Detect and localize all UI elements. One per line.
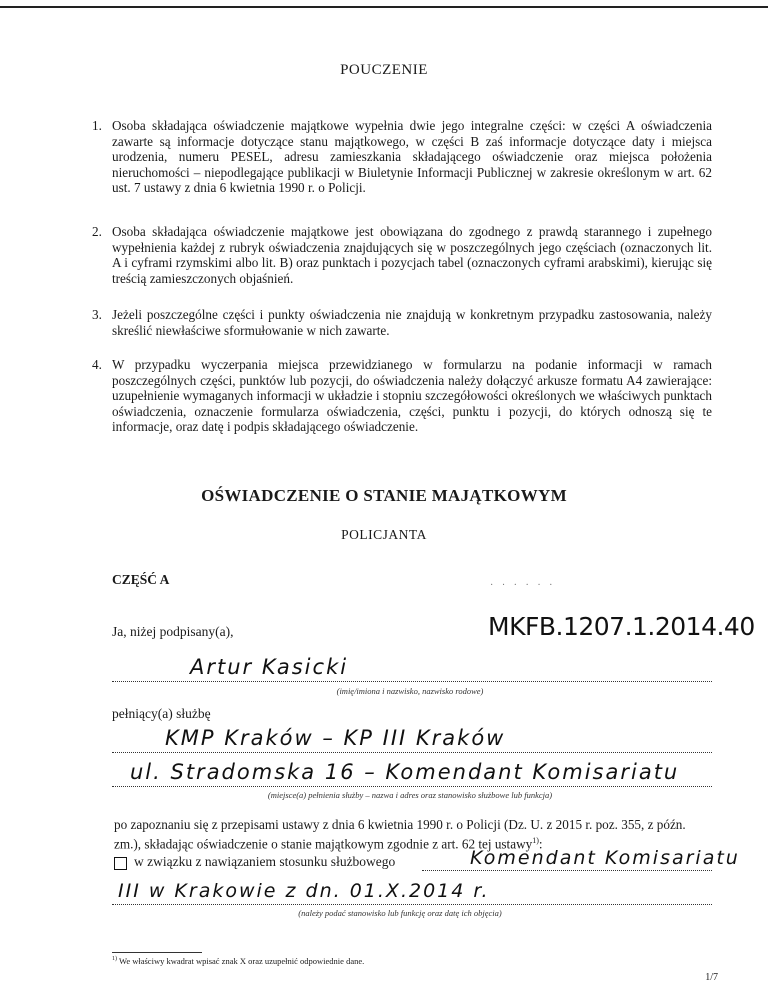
- service-line-2: [112, 786, 712, 787]
- instruction-item-1: [92, 118, 712, 196]
- instruction-number: 2.: [92, 224, 102, 239]
- name-line: [112, 681, 712, 682]
- instruction-number: 1.: [92, 118, 102, 133]
- service-place-line2[interactable]: ul. Stradomska 16 – Komendant Komisariatu: [130, 760, 680, 784]
- faint-marks: · · · · · ·: [490, 580, 556, 591]
- declarant-label: Ja, niżej podpisany(a),: [112, 624, 234, 639]
- instruction-item-4: [92, 357, 712, 435]
- part-a-label: CZĘŚĆ A: [112, 572, 170, 587]
- checkbox-caption: (należy podać stanowisko lub funkcję oraz datę ich objęcia): [298, 908, 502, 918]
- page-number: 1/7: [705, 972, 718, 983]
- checkbox-value-1[interactable]: Komendant Komisariatu: [470, 847, 740, 869]
- instruction-item-2: [92, 224, 712, 286]
- service-caption: (miejsce(a) pełnienia służby – nazwa i adres oraz stanowisko służbowe lub funkcja): [267, 790, 553, 800]
- top-border-line: [0, 6, 768, 8]
- checkbox-line-2: [112, 904, 712, 905]
- instruction-text: Jeżeli poszczególne części i punkty oświadczenia nie znajdują w konkretnym przypadku zastosowania, należy skreślić niewłaściwe sformułowanie w nich zawarte.: [112, 307, 712, 338]
- instruction-number: 3.: [92, 307, 102, 322]
- service-relation-checkbox[interactable]: [114, 857, 127, 870]
- service-place-line1[interactable]: KMP Kraków – KP III Kraków: [165, 726, 506, 750]
- instruction-text: Osoba składająca oświadczenie majątkowe wypełnia dwie jego integralne części: w części A oświadczenia zawarte są informacje dotyczące stanu majątkowego, w części B zaś informacje dotyczące daty i miejsca urodzenia, numeru PESEL, adresu zamieszkania składającego oświadczenie oraz miejsca położenia nieruchomości – niepodlegające publikacji w Biuletynie Informacji Publicznej w zakresie określonym w art. 62 ust. 7 ustawy z dnia 6 kwietnia 1990 r. o Policji.: [112, 118, 712, 196]
- checkbox-value-2[interactable]: III w Krakowie z dn. 01.X.2014 r.: [118, 880, 490, 902]
- statement-text: po zapoznaniu się z przepisami ustawy z dnia 6 kwietnia 1990 r. o Policji (Dz. U. z 2015 r. poz. 355, z późn. zm.), składając oświadczenie o stanie majątkowym zgodnie z art. 62 tej ustawy$^{1)}$:: [114, 817, 686, 851]
- form-heading: OŚWIADCZENIE O STANIE MAJĄTKOWYM: [201, 486, 567, 505]
- page-title: POUCZENIE: [340, 62, 428, 78]
- form-subheading: POLICJANTA: [341, 527, 427, 542]
- instruction-text: W przypadku wyczerpania miejsca przewidzianego w formularzu na podanie informacji w ramach poszczególnych części, punktów lub pozycji, do oświadczenia należy dołączyć arkusze formatu A4 zawierające: uzupełnienie wymaganych informacji w układzie i stopniu szczegółowości określonych we właściwych punktach oświadczenia, oznaczenie formularza oświadczenia, części, punktu i pozycji, do których odnoszą się te informacje, oraz datę i podpis składającego oświadczenie.: [112, 357, 712, 435]
- service-label: pełniący(a) służbę: [112, 706, 211, 721]
- footnote-separator: [112, 952, 202, 953]
- declarant-name[interactable]: Artur Kasicki: [190, 655, 349, 679]
- checkbox-label: w związku z nawiązaniem stosunku służbowego: [134, 854, 396, 869]
- instruction-item-3: [92, 307, 712, 338]
- service-line-1: [112, 752, 712, 753]
- checkbox-line-1: [422, 870, 712, 871]
- instruction-text: Osoba składająca oświadczenie majątkowe jest obowiązana do zgodnego z prawdą starannego i zupełnego wypełnienia każdej z rubryk oświadczenia znajdujących się w poszczególnych jego częściach (oznaczonych lit. A i cyframi rzymskimi albo lit. B) oraz punktach i pozycjach tabel (oznaczonych cyframi arabskimi), kierując się treścią zamieszczonych objaśnień.: [112, 224, 712, 286]
- registration-stamp: MKFB.1207.1.2014.40: [488, 612, 755, 641]
- name-caption: (imię/imiona i nazwisko, nazwisko rodowe): [336, 686, 484, 696]
- footnote: $^{1)}$ We właściwy kwadrat wpisać znak X oraz uzupełnić odpowiednie dane.: [112, 956, 365, 966]
- instruction-number: 4.: [92, 357, 102, 372]
